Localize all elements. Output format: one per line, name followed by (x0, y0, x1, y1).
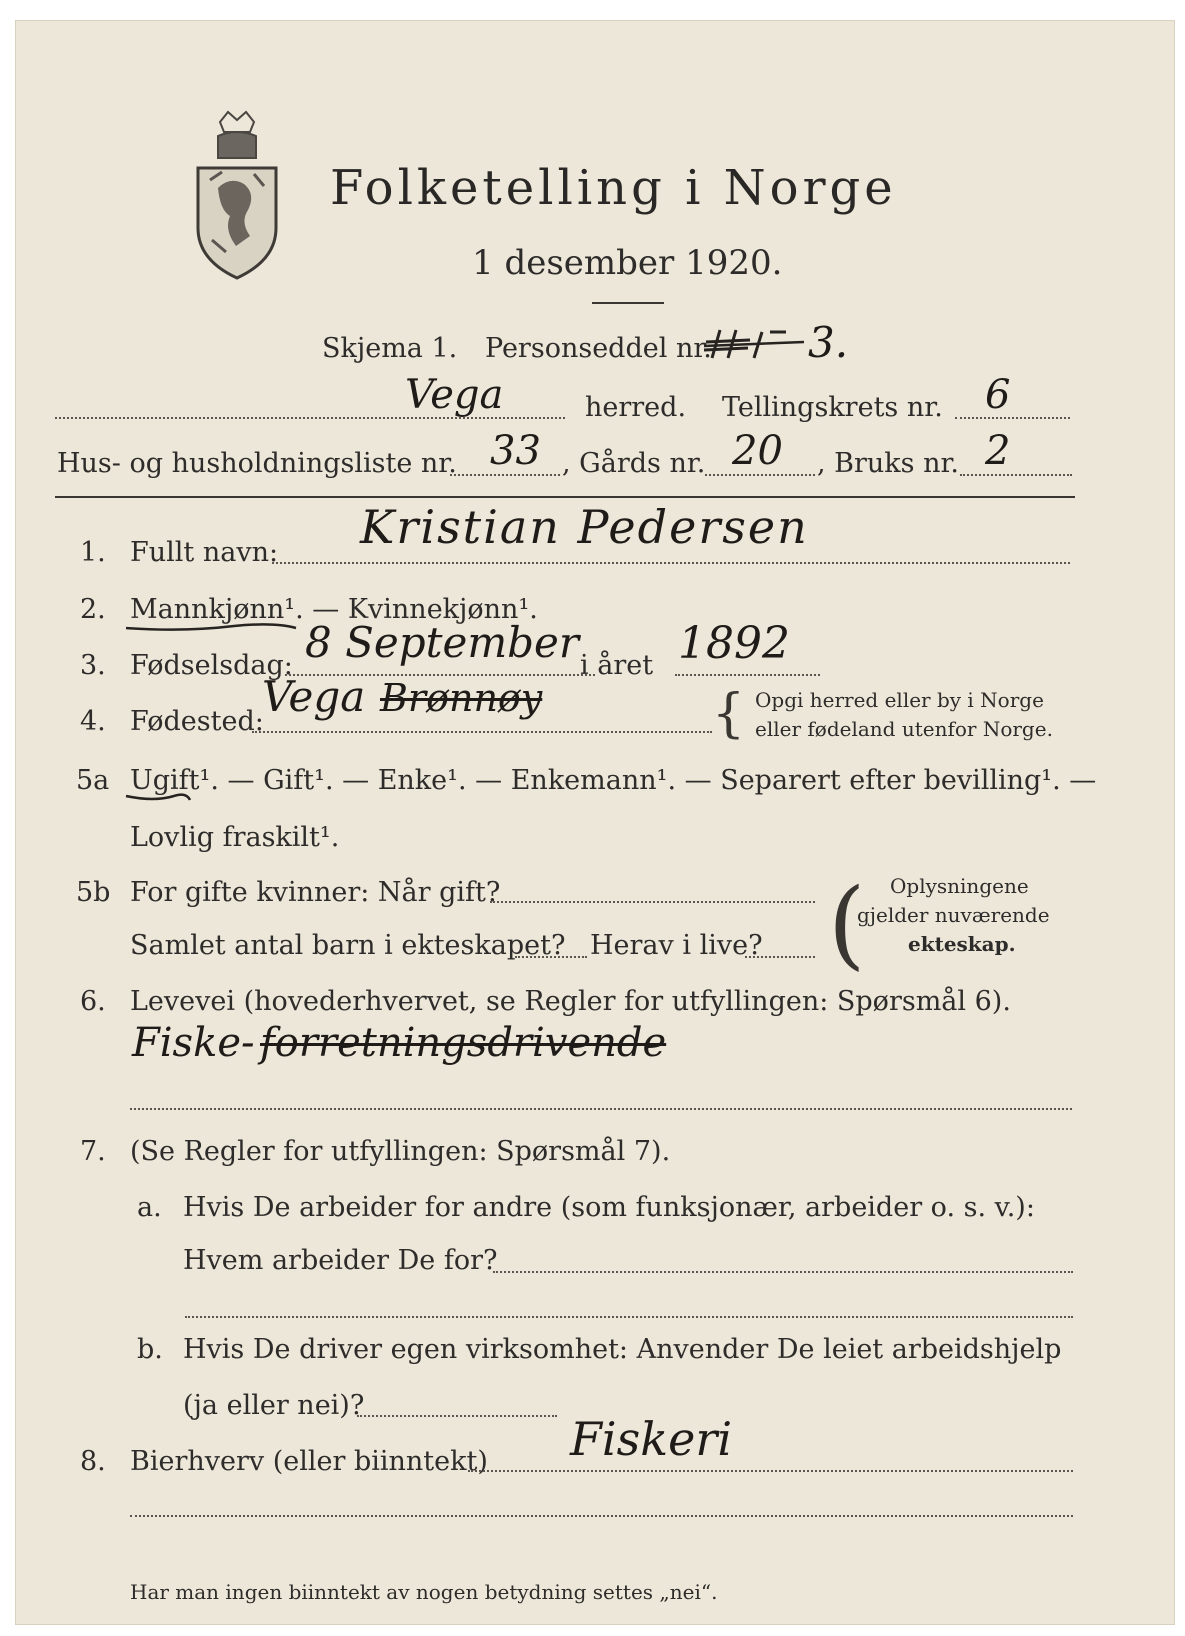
q4-note-line1: Opgi herred eller by i Norge (755, 688, 1044, 712)
q4-number: 4. (80, 706, 106, 737)
q5b-side-note3: ekteskap. (908, 932, 1016, 956)
q2-number: 2. (80, 594, 106, 625)
q3-year-dotted-line (675, 674, 820, 676)
q4-brace: { (712, 684, 746, 744)
q5b-line2: Samlet antal barn i ekteskapet? (130, 930, 566, 961)
bruks-label: , Bruks nr. (817, 448, 960, 479)
form-title: Folketelling i Norge (330, 160, 897, 216)
q7a-line2: Hvem arbeider De for? (183, 1245, 498, 1276)
occupation-value: Fiske- (132, 1020, 255, 1066)
q3-year-label: i året (580, 650, 654, 681)
q4-note-line2: eller fødeland utenfor Norge. (755, 717, 1053, 741)
q8-dotted-line (468, 1470, 1073, 1472)
gards-label: , Gårds nr. (562, 448, 706, 479)
q2-gender-options: Mannkjønn¹. — Kvinnekjønn¹. (130, 594, 538, 625)
q5a-marital-options: Ugift¹. — Gift¹. — Enke¹. — Enkemann¹. — Separert efter bevilling¹. — (130, 765, 1097, 796)
q7a-extra-dotted-line (185, 1316, 1073, 1318)
q7b-dotted-line (357, 1415, 557, 1417)
q4-label: Fødested: (130, 706, 264, 737)
side-income-value: Fiskeri (570, 1412, 733, 1466)
bruks-value: 2 (985, 428, 1011, 474)
herred-label: herred. (585, 392, 687, 423)
gards-dotted-line (705, 474, 815, 476)
q4-dotted-line (252, 731, 712, 733)
tellingskrets-dotted-line (955, 417, 1070, 419)
q5b-married-dotted-line (490, 901, 815, 903)
q7b-letter: b. (137, 1334, 163, 1365)
herred-value: Vega (405, 372, 504, 418)
q7b-line1: Hvis De driver egen virksomhet: Anvender De leiet arbeidshjelp (183, 1334, 1062, 1365)
q6-number: 6. (80, 986, 106, 1017)
bruks-dotted-line (960, 474, 1072, 476)
personseddel-label: Personseddel nr. (485, 333, 712, 364)
tellingskrets-value: 6 (985, 372, 1011, 418)
header-rule (55, 496, 1075, 498)
q1-label: Fullt navn: (130, 537, 279, 568)
q7b-line2: (ja eller nei)? (183, 1390, 365, 1421)
q5b-alive-label: Herav i live? (590, 930, 763, 961)
q7a-letter: a. (137, 1192, 162, 1223)
skjema-label: Skjema 1. (322, 333, 458, 364)
personseddel-number: 3. (808, 318, 849, 367)
q7a-dotted-line (493, 1271, 1073, 1273)
q6-label: Levevei (hovederhvervet, se Regler for utfyllingen: Spørsmål 6). (130, 986, 1011, 1017)
hus-value: 33 (490, 428, 541, 474)
q3-label: Fødselsdag: (130, 650, 293, 681)
q1-number: 1. (80, 537, 106, 568)
q5b-side-note2: gjelder nuværende (857, 903, 1050, 927)
q5b-line1: For gifte kvinner: Når gift? (130, 877, 501, 908)
mannkjonn-underline-mark (124, 618, 299, 634)
q5b-alive-dotted-line (745, 956, 815, 958)
footer-note: Har man ingen biinntekt av nogen betydning settes „nei“. (130, 1580, 718, 1604)
title-divider (592, 302, 664, 304)
q7-label: (Se Regler for utfyllingen: Spørsmål 7). (130, 1136, 671, 1167)
birthdate-value: 8 September (305, 618, 579, 667)
birthplace-struck-value: Brønnøy (380, 676, 543, 720)
q7a-line1: Hvis De arbeider for andre (som funksjonær, arbeider o. s. v.): (183, 1192, 1035, 1223)
occupation-struck-value: forretningsdrivende (260, 1020, 667, 1066)
hus-dotted-line (450, 474, 560, 476)
q8-number: 8. (80, 1446, 106, 1477)
q5b-side-note1: Oplysningene (890, 874, 1029, 898)
q3-number: 3. (80, 650, 106, 681)
tellingskrets-label: Tellingskrets nr. (722, 392, 943, 423)
struck-number-mark (700, 320, 810, 365)
q5a-line2: Lovlig fraskilt¹. (130, 822, 340, 853)
hus-label: Hus- og husholdningsliste nr. (57, 448, 457, 479)
q5b-number: 5b (76, 877, 111, 908)
ugift-underline-mark (124, 788, 199, 806)
gards-value: 20 (732, 428, 783, 474)
q8-label: Bierhverv (eller biinntekt) (130, 1446, 488, 1477)
q6-dotted-line (130, 1108, 1072, 1110)
coat-of-arms-icon (190, 110, 285, 285)
birth-year-value: 1892 (678, 618, 790, 669)
q7-number: 7. (80, 1136, 106, 1167)
q1-dotted-line (272, 562, 1070, 564)
full-name-value: Kristian Pedersen (360, 500, 809, 554)
q8-extra-dotted-line (130, 1515, 1073, 1517)
q5b-children-dotted-line (515, 956, 587, 958)
q5a-number: 5a (76, 765, 110, 796)
birthplace-value: Vega (262, 672, 366, 721)
census-date: 1 desember 1920. (472, 243, 783, 283)
q5b-bracket: ( (828, 868, 866, 980)
